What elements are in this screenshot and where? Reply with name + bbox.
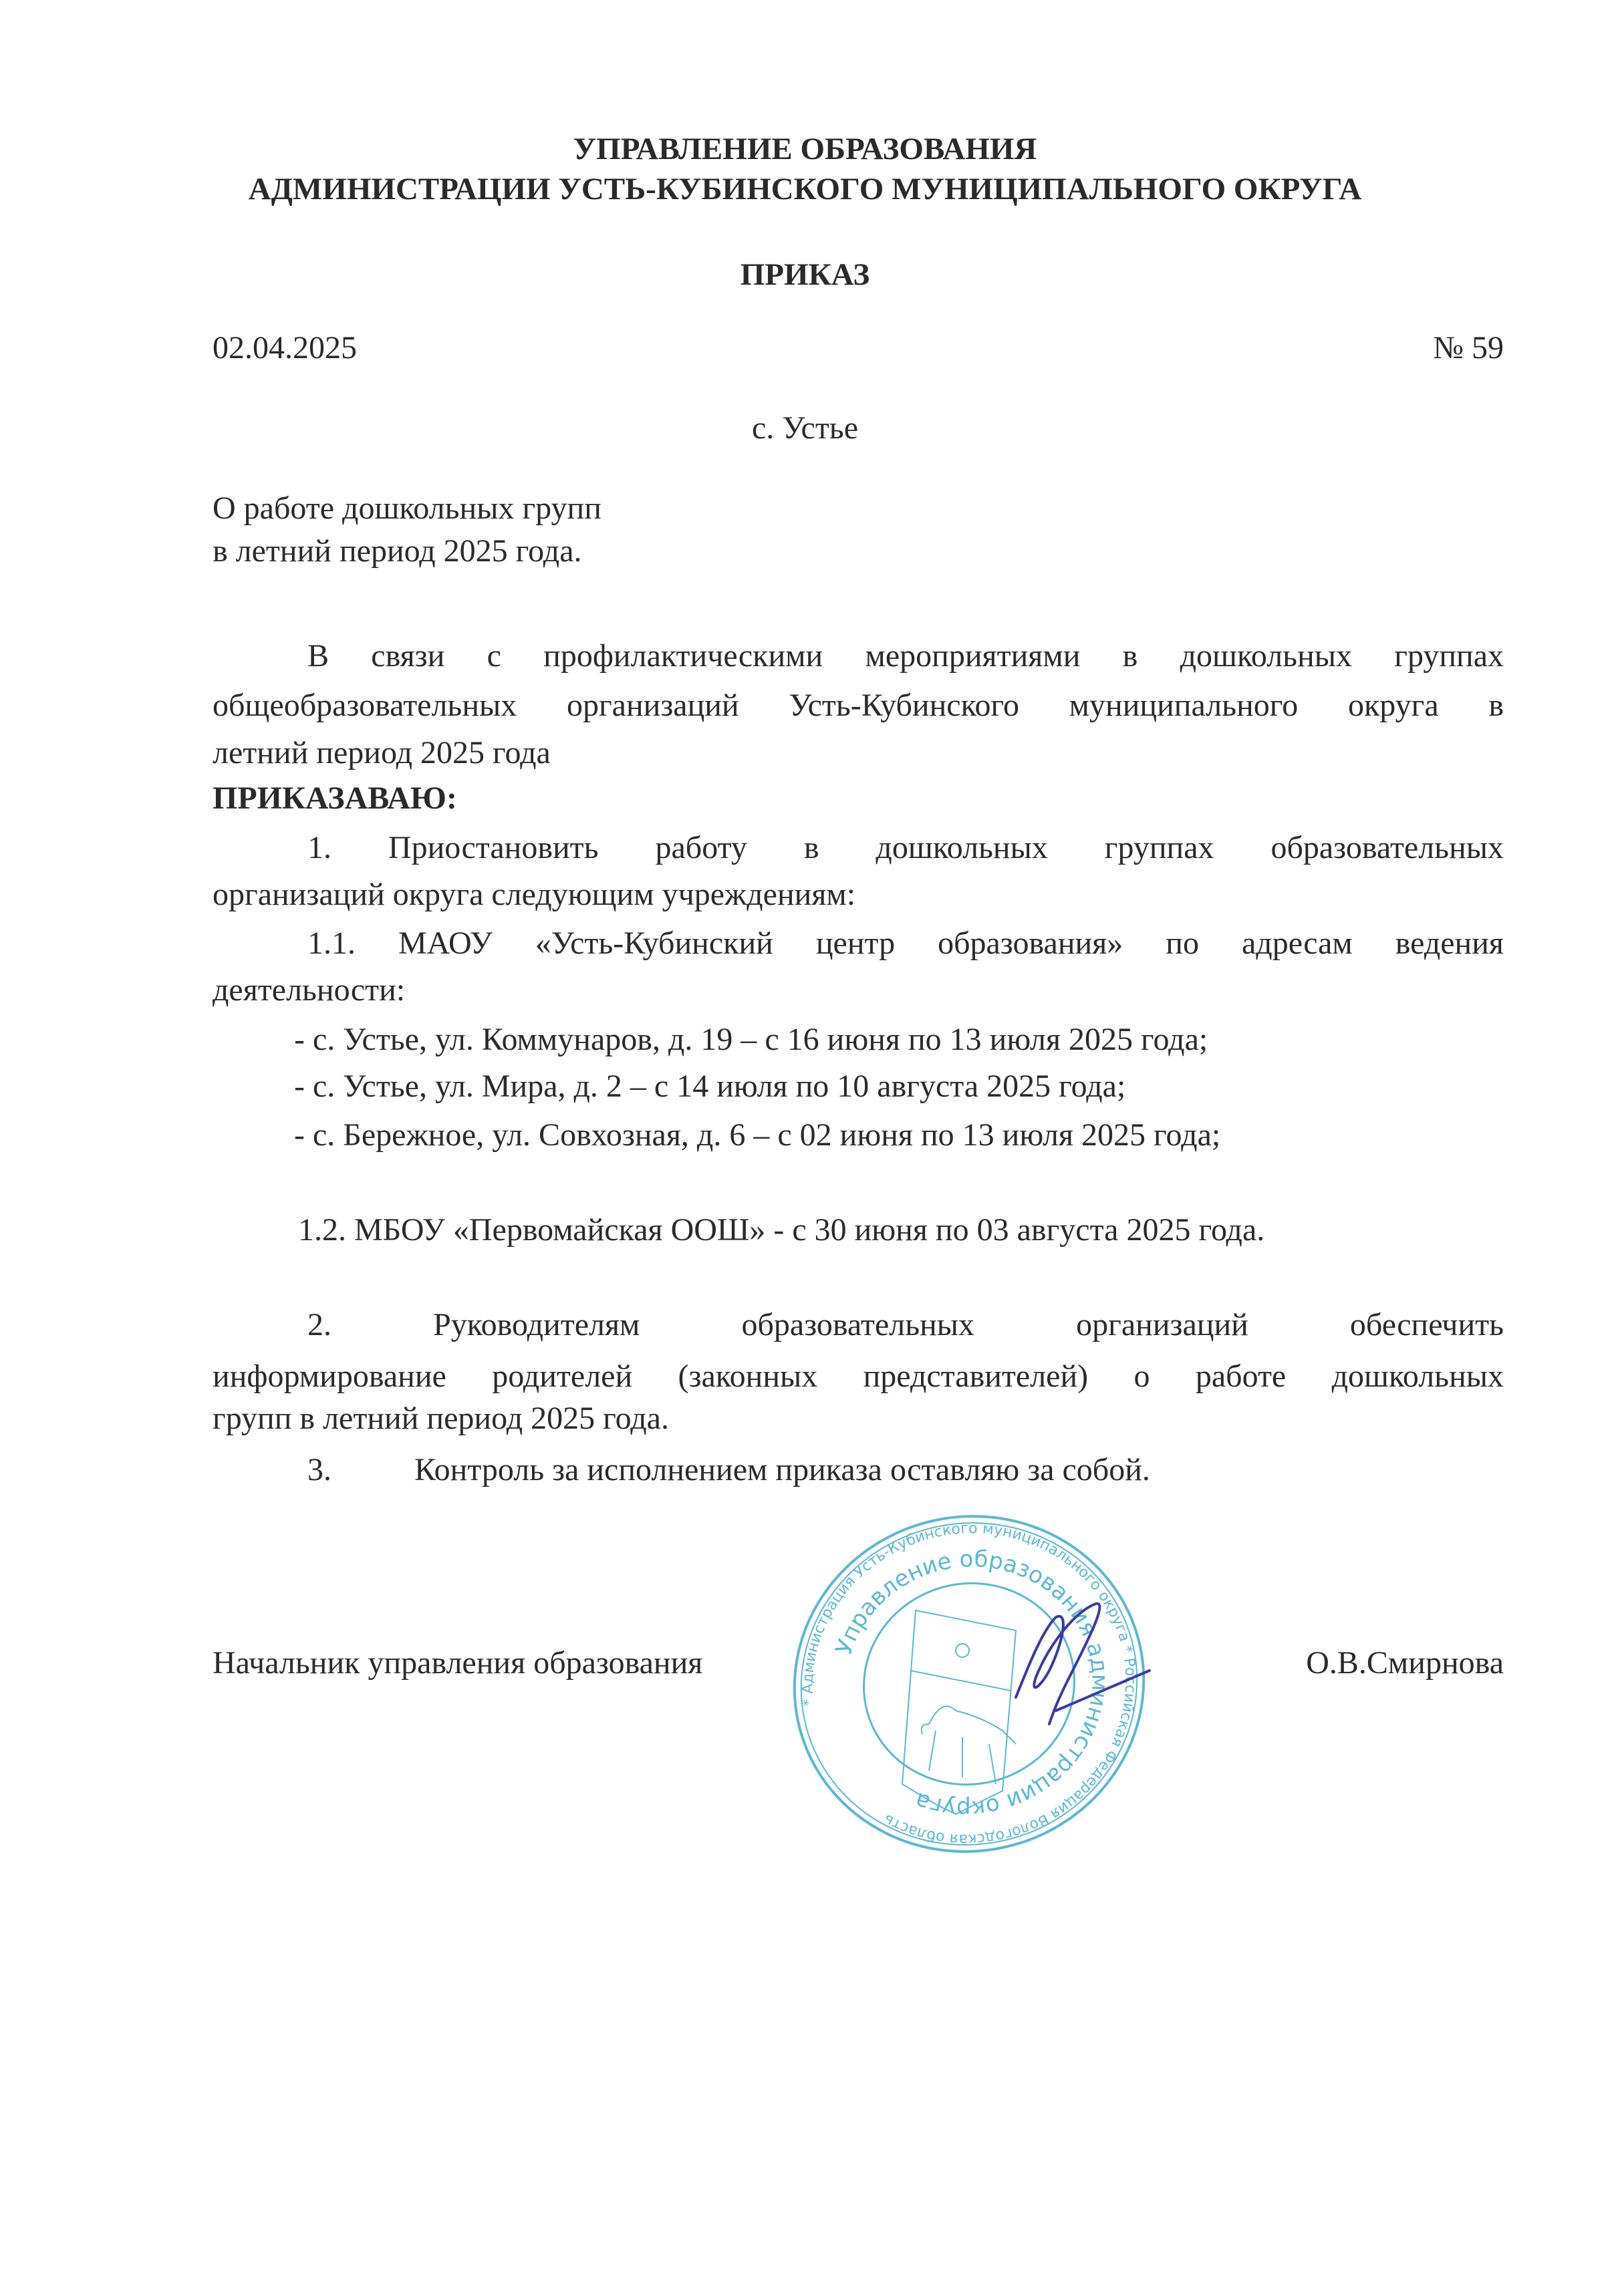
preamble-line-3: летний период 2025 года (213, 735, 551, 770)
order-place: с. Устье (752, 410, 858, 446)
subject-line-1: О работе дошкольных групп (213, 490, 601, 526)
stamp-inner-text: Управление образования администрации округа (830, 1546, 1113, 1822)
official-stamp (762, 1510, 1176, 1858)
item-2-line-1: 2. Руководителям образовательных организаций обеспечить (307, 1307, 1504, 1342)
item-1-line-2: организаций округа следующим учреждениям: (213, 877, 856, 912)
subject-line-2: в летний период 2025 года. (213, 533, 582, 569)
item-3-text: Контроль за исполнением приказа оставляю за собой. (414, 1452, 1150, 1487)
order-word: ПРИКАЗАВАЮ: (213, 780, 457, 816)
order-date: 02.04.2025 (213, 330, 357, 366)
item-1-line-1: 1. Приостановить работу в дошкольных группах образовательных (307, 830, 1504, 865)
preamble-line-2: общеобразовательных организаций Усть-Кубинского муниципального округа в (213, 688, 1504, 723)
stamp-outer-text: * Администрация Усть-Кубинского муниципального округа * Российская Федерация Вологодская область (799, 1520, 1139, 1848)
order-number: № 59 (1433, 330, 1504, 366)
signature-name: О.В.Смирнова (1306, 1645, 1504, 1681)
item-3-number: 3. (307, 1452, 331, 1487)
preamble-line-1: В связи с профилактическими мероприятиями в дошкольных группах (307, 638, 1504, 674)
signature-position: Начальник управления образования (213, 1645, 703, 1681)
item-1-1-line-2: деятельности: (213, 972, 406, 1008)
address-item: - с. Устье, ул. Коммунаров, д. 19 – с 16 июня по 13 июля 2025 года; (294, 1022, 1208, 1057)
address-item: - с. Устье, ул. Мира, д. 2 – с 14 июля по 10 августа 2025 года; (294, 1068, 1126, 1104)
header-line-1: УПРАВЛЕНИЕ ОБРАЗОВАНИЯ (573, 132, 1037, 166)
document-type: ПРИКАЗ (740, 257, 870, 292)
item-2-line-2: информирование родителей (законных представителей) о работе дошкольных (213, 1358, 1504, 1394)
item-1-2: 1.2. МБОУ «Первомайская ООШ» - с 30 июня по 03 августа 2025 года. (298, 1212, 1265, 1248)
address-item: - с. Бережное, ул. Совхозная, д. 6 – с 02 июня по 13 июля 2025 года; (294, 1117, 1221, 1153)
item-2-line-3: групп в летний период 2025 года. (213, 1401, 669, 1436)
item-1-1-line-1: 1.1. МАОУ «Усть-Кубинский центр образования» по адресам ведения (307, 925, 1504, 961)
header-line-2: АДМИНИСТРАЦИИ УСТЬ-КУБИНСКОГО МУНИЦИПАЛЬНОГО ОКРУГА (248, 172, 1362, 206)
